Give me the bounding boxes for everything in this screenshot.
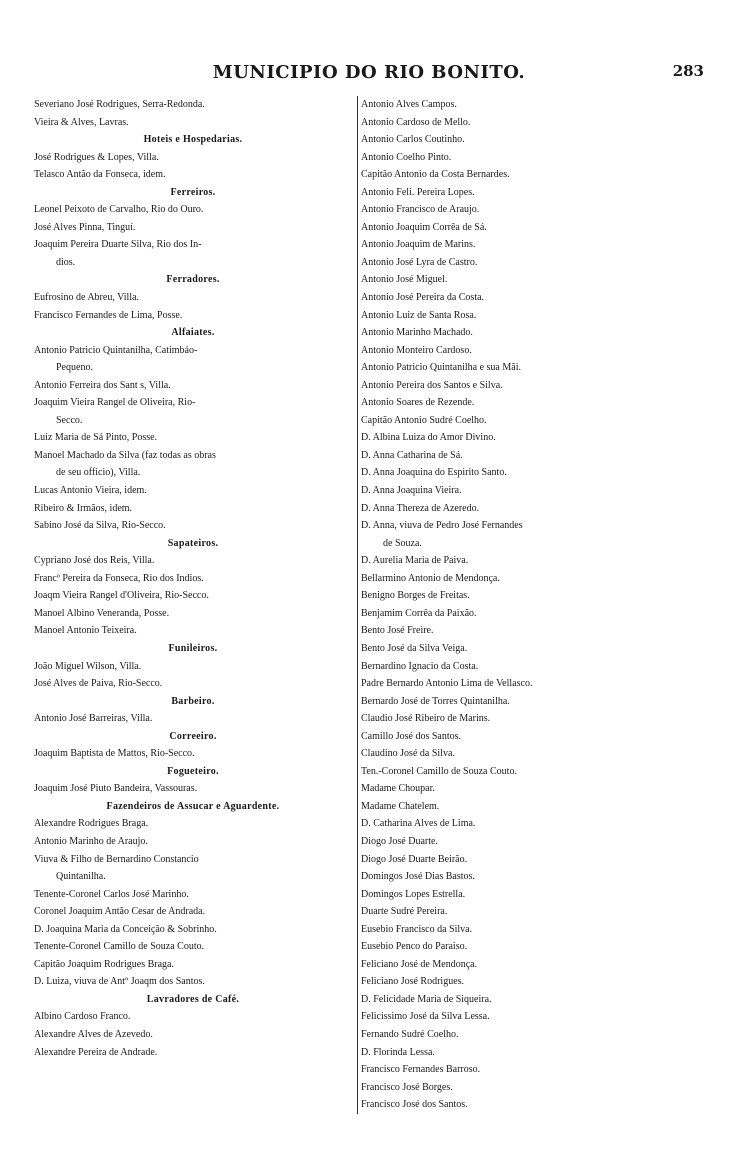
- directory-entry: Domingos Lopes Estrella.: [361, 888, 466, 900]
- directory-entry: Sabino José da Silva, Rio-Secco.: [34, 520, 166, 532]
- directory-entry: D. Florinda Lessa.: [361, 1046, 435, 1058]
- directory-entry: D. Anna Catharina de Sá.: [361, 449, 463, 461]
- directory-entry: Manoel Machado da Silva (faz todas as obras: [34, 449, 216, 461]
- directory-entry: Antonio Patricio Quintanilha, Catimbáo-: [34, 344, 198, 356]
- directory-entry: Joaquim José Piuto Bandeira, Vassouras.: [34, 783, 198, 795]
- directory-entry: Ribeiro & Irmãos, idem.: [34, 502, 133, 514]
- directory-entry: Manoel Albino Veneranda, Posse.: [34, 607, 170, 619]
- entry-continuation: de Souza.: [383, 537, 422, 549]
- directory-entry: Antonio Marinho de Araujo.: [34, 835, 148, 847]
- directory-entry: Claudino José da Silva.: [361, 748, 455, 760]
- entry-continuation: de seu officio), Villa.: [56, 467, 141, 479]
- section-heading: Funileiros.: [168, 642, 218, 654]
- right-column: [357, 96, 702, 1114]
- directory-entry: D. Anna Thereza de Azeredo.: [361, 502, 480, 514]
- section-heading: Fazendeiros de Assucar e Aguardente.: [106, 800, 280, 812]
- directory-entry: Francº Pereira da Fonseca, Rio dos Indios.: [34, 572, 204, 584]
- directory-entry: Diogo José Duarte Beirão.: [361, 853, 468, 865]
- directory-entry: Vieira & Alves, Lavras.: [34, 116, 129, 128]
- directory-entry: Feliciano José de Mendonça.: [361, 958, 478, 970]
- directory-entry: D. Catharina Alves de Lima.: [361, 818, 476, 830]
- section-heading: Correeiro.: [169, 730, 217, 742]
- entry-continuation: Pequeno.: [56, 362, 93, 374]
- directory-entry: Francisco Fernandes de Lima, Posse.: [34, 309, 183, 321]
- directory-entry: Antonio José Pereira da Costa.: [361, 292, 485, 304]
- directory-entry: Antonio Alves Campos.: [361, 99, 457, 110]
- directory-entry: D. Anna Joaquina do Espirito Santo.: [361, 467, 507, 479]
- directory-entry: Bento José da Silva Veiga.: [361, 642, 468, 654]
- directory-entry: Antonio Joaquim Corrêa de Sá.: [361, 221, 487, 233]
- directory-entry: Antonio Monteiro Cardoso.: [361, 344, 472, 356]
- directory-entry: Padre Bernardo Antonio Lima de Vellasco.: [361, 678, 533, 690]
- directory-entry: Leonel Peixoto de Carvalho, Rio do Ouro.: [34, 204, 204, 216]
- directory-entry: Benigno Borges de Freitas.: [361, 590, 470, 602]
- directory-entry: Viuva & Filho de Bernardino Constancio: [34, 853, 199, 865]
- directory-entry: Alexandre Alves de Azevedo.: [34, 1028, 153, 1040]
- section-heading: Lavradores de Café.: [146, 993, 240, 1005]
- directory-entry: Manoel Antonio Teixeira.: [34, 625, 137, 637]
- directory-entry: Tenente-Coronel Camillo de Souza Couto.: [34, 941, 205, 953]
- directory-entry: Joaquim Vieira Rangel de Oliveira, Rio-: [34, 397, 196, 409]
- directory-entry: Severiano José Rodrigues, Serra-Redonda.: [34, 99, 205, 110]
- directory-entry: Fernando Sudré Coelho.: [361, 1028, 459, 1040]
- directory-entry: Antonio Feli. Pereira Lopes.: [361, 186, 475, 198]
- directory-entry: Claudio José Ribeiro de Marins.: [361, 713, 491, 725]
- directory-entry: Capitão Antonio da Costa Bernardes.: [361, 169, 510, 181]
- section-heading: Hoteis e Hospedarias.: [143, 134, 243, 146]
- page-header: [34, 62, 704, 84]
- directory-entry: Antonio José Barreiras, Villa.: [34, 713, 153, 725]
- directory-entry: Antonio Coelho Pinto.: [361, 151, 452, 163]
- directory-entry: Eufrosino de Abreu, Villa.: [34, 292, 140, 304]
- directory-entry: Antonio Patricio Quintanilha e sua Mãi.: [361, 362, 521, 374]
- directory-entry: Eusebio Francisco da Silva.: [361, 923, 473, 935]
- directory-entry: Camillo José dos Santos.: [361, 730, 462, 742]
- directory-entry: Felicissimo José da Silva Lessa.: [361, 1011, 490, 1023]
- directory-entry: Lucas Antonio Vieira, idem.: [34, 485, 147, 497]
- directory-entry: Alexandre Rodrigues Braga.: [34, 818, 149, 830]
- directory-entry: José Alves Pinna, Tinguí.: [34, 221, 136, 233]
- section-heading: Alfaiates.: [171, 327, 215, 339]
- section-heading: Sapateiros.: [167, 537, 219, 549]
- directory-entry: Domingos José Dias Bastos.: [361, 871, 475, 883]
- directory-entry: Francisco José dos Santos.: [361, 1099, 468, 1111]
- directory-entry: Eusebio Penco do Paraiso.: [361, 941, 468, 953]
- entry-continuation: Quintanilha.: [56, 871, 106, 883]
- directory-entry: João Miguel Wilson, Villa.: [34, 660, 142, 672]
- page-number: 283: [672, 62, 704, 80]
- directory-entry: Telasco Antão da Fonseca, idem.: [34, 169, 166, 181]
- directory-entry: Madame Choupar.: [361, 783, 435, 795]
- entry-continuation: dios.: [56, 256, 76, 268]
- section-heading: Fogueteiro.: [167, 765, 219, 777]
- directory-entry: Bento José Freire.: [361, 625, 434, 637]
- directory-entry: Benjamim Corrêa da Paixão.: [361, 607, 477, 619]
- directory-entry: D. Luiza, viuva de Antº Joaqm dos Santos.: [34, 976, 205, 988]
- directory-entry: Ten.-Coronel Camillo de Souza Couto.: [361, 765, 517, 777]
- directory-entry: Joaquim Pereira Duarte Silva, Rio dos In-: [34, 239, 202, 251]
- directory-entry: Alexandre Pereira de Andrade.: [34, 1046, 158, 1058]
- directory-entry: D. Anna, viuva de Pedro José Fernandes: [361, 520, 523, 532]
- section-heading: Ferradores.: [166, 274, 220, 286]
- directory-entry: Antonio Marinho Machado.: [361, 327, 473, 339]
- directory-entry: Antonio José Lyra de Castro.: [361, 256, 478, 268]
- directory-entry: D. Anna Joaquina Vieira.: [361, 485, 462, 497]
- directory-entry: Antonio Carlos Coutinho.: [361, 134, 465, 146]
- directory-entry: Francisco José Borges.: [361, 1081, 453, 1093]
- directory-entry: Capitão Antonio Sudré Coelho.: [361, 414, 487, 426]
- directory-entry: Antonio Luiz de Santa Rosa.: [361, 309, 477, 321]
- directory-entry: Madame Chatelem.: [361, 800, 440, 812]
- directory-entry: Bellarmino Antonio de Mendonça.: [361, 572, 500, 584]
- left-column: [34, 96, 352, 1061]
- directory-entry: Antonio Cardoso de Mello.: [361, 116, 471, 128]
- directory-entry: Antonio Joaquim de Marins.: [361, 239, 476, 251]
- directory-entry: Feliciano José Rodrigues.: [361, 976, 465, 988]
- directory-entry: Francisco Fernandes Barroso.: [361, 1064, 481, 1076]
- directory-entry: José Rodrigues & Lopes, Villa.: [34, 151, 159, 163]
- directory-entry: Antonio Ferreira dos Sant s, Villa.: [34, 379, 171, 391]
- directory-entry: Capitão Joaquim Rodrigues Braga.: [34, 958, 174, 970]
- directory-entry: José Alves de Paiva, Rio-Secco.: [34, 678, 163, 690]
- directory-entry: Coronel Joaquim Antão Cesar de Andrada.: [34, 906, 206, 918]
- section-heading: Ferreiros.: [170, 186, 216, 198]
- directory-entry: Albino Cardoso Franco.: [34, 1011, 131, 1023]
- directory-entry: Antonio José Miguel.: [361, 274, 448, 286]
- page-title: MUNICIPIO DO RIO BONITO.: [212, 62, 526, 83]
- directory-entry: Antonio Francisco de Araujo.: [361, 204, 480, 216]
- directory-entry: D. Felicidade Maria de Siqueira.: [361, 993, 492, 1005]
- directory-entry: D. Aurelia Maria de Paiva.: [361, 555, 469, 567]
- section-heading: Barbeiro.: [171, 695, 215, 707]
- directory-entry: Antonio Pereira dos Santos e Silva.: [361, 379, 503, 391]
- directory-entry: Cypriano José dos Reis, Villa.: [34, 555, 155, 567]
- directory-entry: Duarte Sudré Pereira.: [361, 906, 448, 918]
- directory-entry: D. Albina Luiza do Amor Divino.: [361, 432, 496, 444]
- entry-continuation: Secco.: [56, 414, 83, 426]
- directory-entry: D. Joaquina Maria da Conceição & Sobrinho.: [34, 923, 217, 935]
- directory-entry: Joaquim Baptista de Mattos, Rio-Secco.: [34, 748, 195, 760]
- directory-entry: Diogo José Duarte.: [361, 835, 438, 847]
- directory-entry: Bernardo José de Torres Quintanilha.: [361, 695, 510, 707]
- directory-entry: Luiz Maria de Sá Pinto, Posse.: [34, 432, 158, 444]
- directory-entry: Tenente-Coronel Carlos José Marinho.: [34, 888, 189, 900]
- directory-entry: Joaqm Vieira Rangel d'Oliveira, Rio-Secco.: [34, 590, 209, 602]
- directory-entry: Antonio Soares de Rezende.: [361, 397, 475, 409]
- directory-entry: Bernardino Ignacio da Costa.: [361, 660, 479, 672]
